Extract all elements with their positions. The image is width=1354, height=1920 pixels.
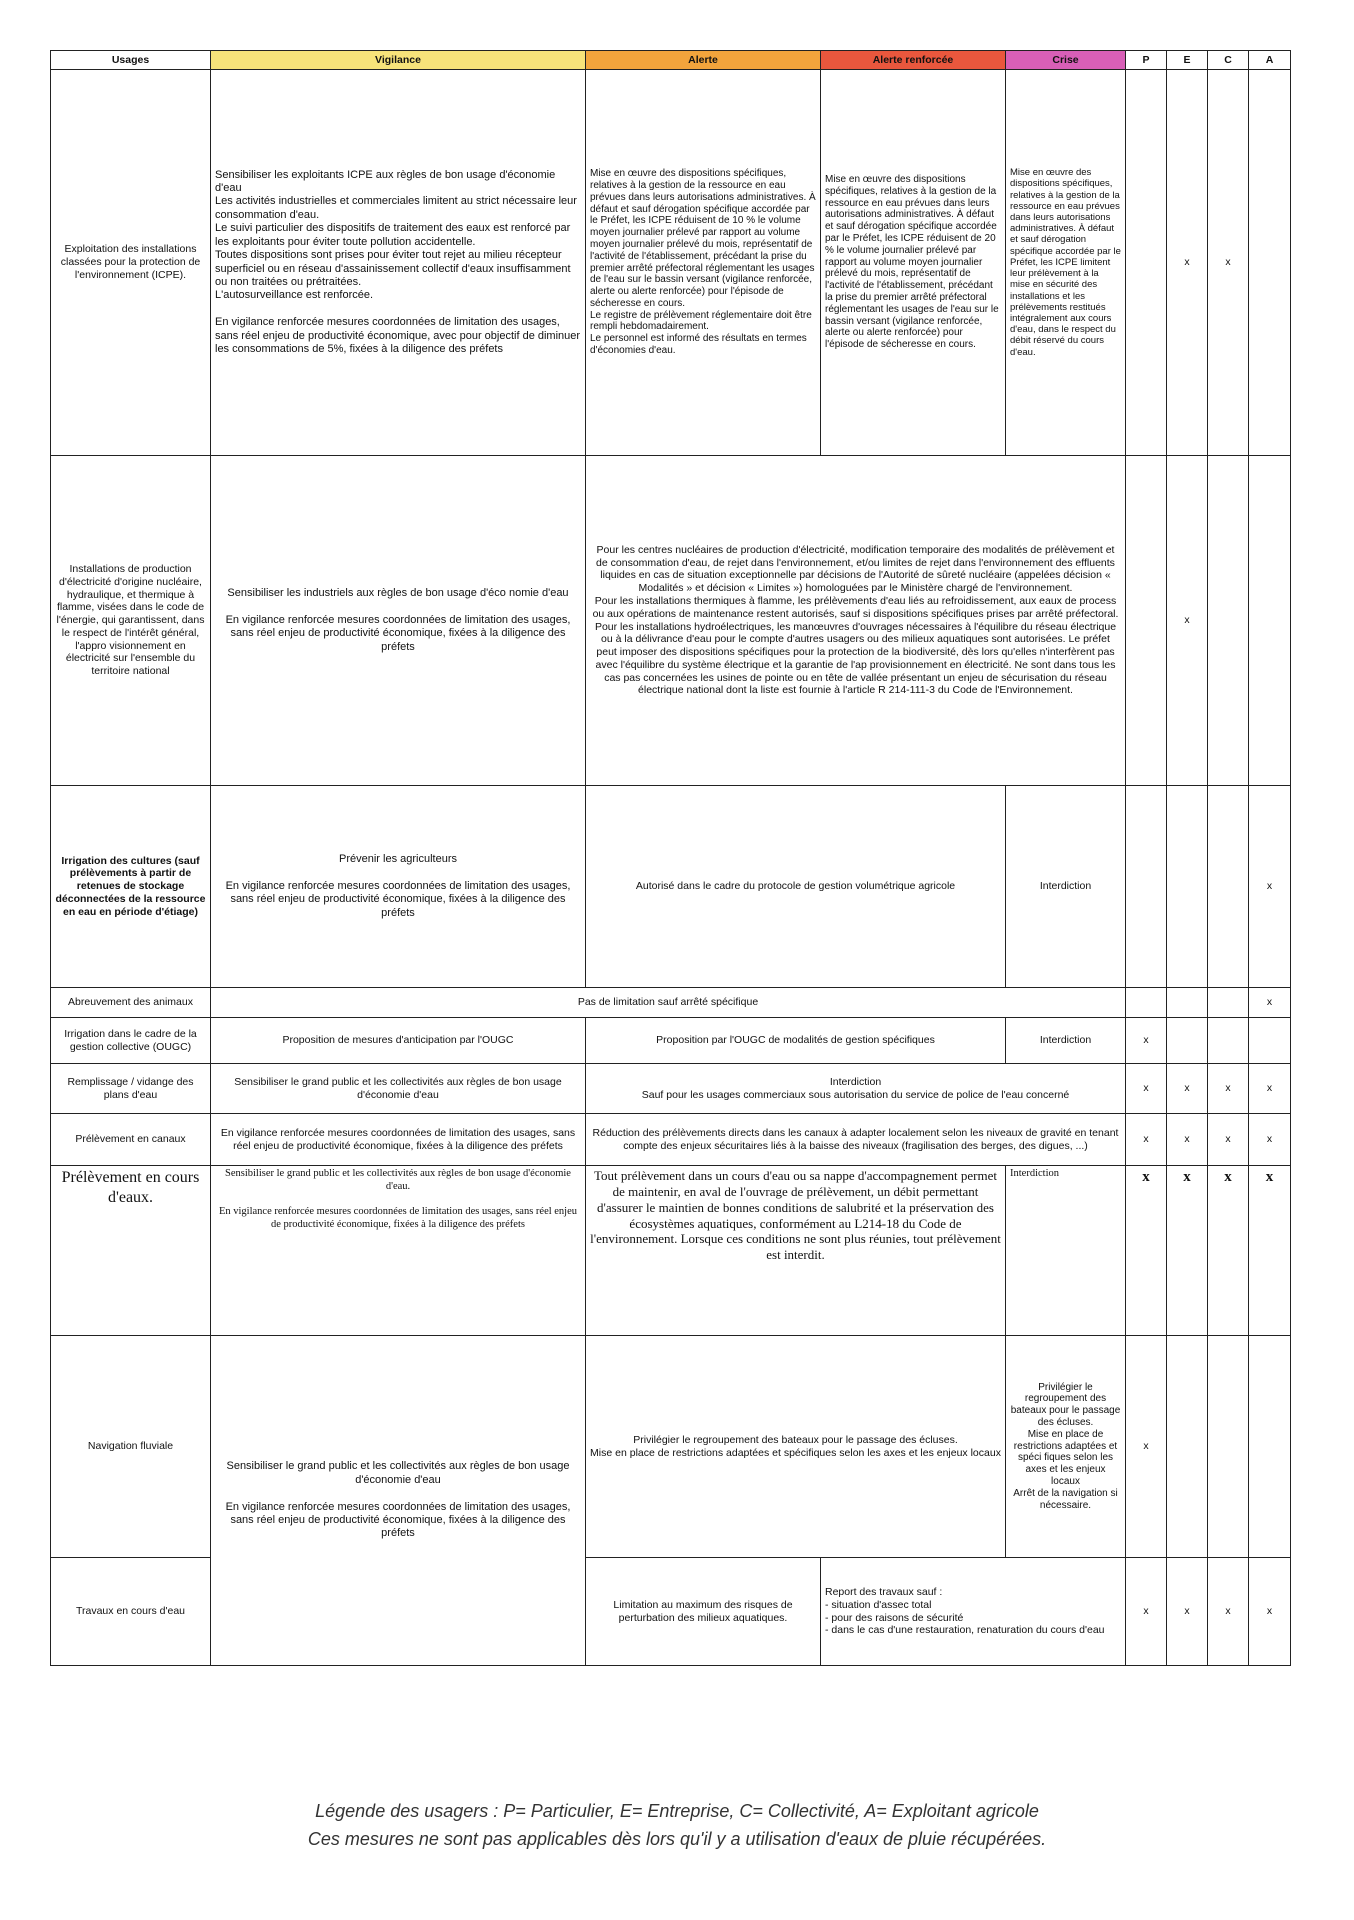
alerte-to-crise-cell: Pour les centres nucléaires de production d'électricité, modification temporaire des modalités de prélèvement et de consommation d'eau, de rejet dans l'environnement, et/ou limites de rejet dans l'environnement des effluents liquides en cas de situation exceptionnelle par décisions de l'Autorité de sûreté nucléaire (appelées décision « Modalités » et décision « Limites ») homologuées par le Ministère chargé de l'environnement. Pour les installations thermiques à flamme, les prélèvements d'eau liés au refroidissement, aux eaux de process ou aux opérations de maintenance restent autorisés, sauf si dispositions spécifiques prises par arrêté préfectoral. Pour les installations hydroélectriques, les manœuvres d'ouvrages nécessaires à l'équilibre du réseau électrique ou à la délivrance d'eau pour le compte d'autres usagers ou des milieux aquatiques sont autorisées. Le préfet peut imposer des dispositions spécifiques pour la protection de la biodiversité, dès lors qu'elles n'interfèrent pas avec l'équilibre du système électrique et la garantie de l'ap provisionnement en électricité. Ne sont dans tous les cas pas concernées les usines de pointe ou en tête de vallée présentant un enjeu de sécurisation du réseau électrique national dont la liste est fournie à l'article R 214-111-3 du Code de l'Environnement. [586, 456, 1126, 786]
usage-cell: Prélèvement en canaux [51, 1114, 211, 1166]
mark-c [1208, 988, 1249, 1018]
mark-c [1208, 786, 1249, 988]
alerte-cell: Mise en œuvre des dispositions spécifiques, relatives à la gestion de la ressource en eau prévues dans leurs autorisations administratives. À défaut et sauf dérogation spécifique accordée par le Préfet, les ICPE réduisent de 10 % le volume moyen journalier prélevé par rapport au volume moyen journalier prélevé du mois, représentatif de l'activité de l'établissement, précédant la prise du premier arrêté préfectoral réglementant les usages de l'eau sur le bassin versant (vigilance renforcée, alerte ou alerte renforcée) pour l'épisode de sécheresse en cours. Le registre de prélèvement réglementaire doit être rempli hebdomadairement. Le personnel est informé des résultats en termes d'économies d'eau. [586, 70, 821, 456]
mark-c: x [1208, 1114, 1249, 1166]
all-levels-cell: Pas de limitation sauf arrêté spécifique [211, 988, 1126, 1018]
usage-cell: Installations de production d'électricité d'origine nucléaire, hydraulique, et thermique à flamme, visées dans le code de l'énergie, qui garantissent, dans le respect de l'intérêt général, l'appro visionnement en électricité sur l'ensemble du territoire national [51, 456, 211, 786]
table-row [51, 1064, 1291, 1114]
header-alerte-renforcee: Alerte renforcée [821, 51, 1006, 70]
alerte-to-crise-cell: Réduction des prélèvements directs dans les canaux à adapter localement selon les niveaux de gravité en tenant compte des enjeux sécuritaires liés à la baisse des niveaux (fragilisation des berges, des digues, ...) [586, 1114, 1126, 1166]
usage-cell: Navigation fluviale [51, 1336, 211, 1558]
mark-p [1126, 988, 1167, 1018]
mark-c: x [1208, 1166, 1249, 1336]
mark-a [1249, 456, 1291, 786]
mark-e: x [1167, 456, 1208, 786]
mark-e [1167, 1336, 1208, 1558]
alerte-cell: Limitation au maximum des risques de perturbation des milieux aquatiques. [586, 1558, 821, 1666]
table-row [51, 786, 1291, 988]
alerte-renforcee-crise-cell: Report des travaux sauf : - situation d'assec total - pour des raisons de sécurité - dans le cas d'une restauration, renaturation du cours d'eau [821, 1558, 1126, 1666]
crise-cell: Mise en œuvre des dispositions spécifiques, relatives à la gestion de la ressource en eau prévues dans leurs autorisations administratives. À défaut et sauf dérogation spécifique accordée par le Préfet, les ICPE limitent leur prélèvement à la mise en sécurité des installations et les prélèvements restitués intégralement aux cours d'eau, dans le respect du débit réservé du cours d'eau. [1006, 70, 1126, 456]
mark-p: x [1126, 1336, 1167, 1558]
usage-cell: Irrigation dans le cadre de la gestion collective (OUGC) [51, 1018, 211, 1064]
usage-cell: Remplissage / vidange des plans d'eau [51, 1064, 211, 1114]
mark-e [1167, 988, 1208, 1018]
alerte-cell: Tout prélèvement dans un cours d'eau ou sa nappe d'accompagnement permet de maintenir, en aval de l'ouvrage de prélèvement, un débit permettant d'assurer le maintien de bonnes conditions de salubrité et la préservation des écosystèmes aquatiques, conformément au L214-18 du Code de l'environnement. Lorsque ces conditions ne sont plus réunies, tout prélèvement est interdit. [586, 1166, 1006, 1336]
alerte-to-crise-cell: Interdiction Sauf pour les usages commerciaux sous autorisation du service de police de l'eau concerné [586, 1064, 1126, 1114]
table-row [51, 1166, 1291, 1336]
mark-e: x [1167, 70, 1208, 456]
table-row [51, 988, 1291, 1018]
restrictions-table-sheet [50, 50, 1290, 1666]
vigilance-cell: Sensibiliser le grand public et les collectivités aux règles de bon usage d'économie d'eau. En vigilance renforcée mesures coordonnées de limitation des usages, sans réel enjeu de productivité économique, fixées à la diligence des préfets [211, 1166, 586, 1336]
header-alerte: Alerte [586, 51, 821, 70]
restrictions-table [50, 50, 1291, 1666]
mark-e: x [1167, 1064, 1208, 1114]
table-row [51, 70, 1291, 456]
mark-a: x [1249, 988, 1291, 1018]
header-c: C [1208, 51, 1249, 70]
header-e: E [1167, 51, 1208, 70]
header-p: P [1126, 51, 1167, 70]
mark-c [1208, 1336, 1249, 1558]
vigilance-cell: Proposition de mesures d'anticipation par l'OUGC [211, 1018, 586, 1064]
mark-a: x [1249, 786, 1291, 988]
header-a: A [1249, 51, 1291, 70]
mark-c: x [1208, 70, 1249, 456]
usage-cell: Travaux en cours d'eau [51, 1558, 211, 1666]
mark-e: x [1167, 1166, 1208, 1336]
mark-a [1249, 70, 1291, 456]
crise-cell: Privilégier le regroupement des bateaux pour le passage des écluses. Mise en place de restrictions adaptées et spéci fiques selon les axes et les enjeux locaux Arrêt de la navigation si nécessaire. [1006, 1336, 1126, 1558]
mark-p [1126, 70, 1167, 456]
crise-cell: Interdiction [1006, 786, 1126, 988]
usage-cell: Abreuvement des animaux [51, 988, 211, 1018]
mark-e: x [1167, 1114, 1208, 1166]
vigilance-cell: Sensibiliser le grand public et les collectivités aux règles de bon usage d'économie d'eau [211, 1064, 586, 1114]
mark-c [1208, 1018, 1249, 1064]
usage-cell: Irrigation des cultures (sauf prélèvements à partir de retenues de stockage déconnectées de la ressource en eau en période d'étiage) [51, 786, 211, 988]
mark-p: x [1126, 1166, 1167, 1336]
header-vigilance: Vigilance [211, 51, 586, 70]
mark-a: x [1249, 1558, 1291, 1666]
table-header-row [51, 51, 1291, 70]
legend-eaux-pluie: Ces mesures ne sont pas applicables dès lors qu'il y a utilisation d'eaux de pluie récupérées. [307, 1829, 1047, 1849]
vigilance-cell: Sensibiliser les industriels aux règles de bon usage d'éco nomie d'eau En vigilance renforcée mesures coordonnées de limitation des usages, sans réel enjeu de productivité économique, fixées à la diligence des préfets [211, 456, 586, 786]
table-row [51, 456, 1291, 786]
usage-cell: Prélèvement en cours d'eaux. [51, 1166, 211, 1336]
mark-a: x [1249, 1166, 1291, 1336]
mark-p [1126, 786, 1167, 988]
crise-cell: Interdiction [1006, 1018, 1126, 1064]
mark-e [1167, 786, 1208, 988]
mark-p: x [1126, 1018, 1167, 1064]
mark-e: x [1167, 1558, 1208, 1666]
vigilance-cell: En vigilance renforcée mesures coordonnées de limitation des usages, sans réel enjeu de productivité économique, fixées à la diligence des préfets [211, 1114, 586, 1166]
vigilance-cell: Sensibiliser les exploitants ICPE aux règles de bon usage d'économie d'eau Les activités industrielles et commerciales limitent au strict nécessaire leur consommation d'eau. Le suivi particulier des dispositifs de traitement des eaux est renforcé par les exploitants pour éviter toute pollution accidentelle. Toutes dispositions sont prises pour éviter tout rejet au milieu récepteur superficiel ou en réseau d'assainissement collectif d'eaux insuffisamment ou non traitées ou prétraitées. L'autosurveillance est renforcée. En vigilance renforcée mesures coordonnées de limitation des usages, sans réel enjeu de productivité économique, avec pour objectif de diminuer les consommations de 5%, fixées à la diligence des préfets [211, 70, 586, 456]
mark-c: x [1208, 1064, 1249, 1114]
mark-c: x [1208, 1558, 1249, 1666]
legend-usagers: Légende des usagers : P= Particulier, E= Entreprise, C= Collectivité, A= Exploitant agricole [315, 1801, 1039, 1821]
alerte-renforcee-cell: Mise en œuvre des dispositions spécifiques, relatives à la gestion de la ressource en eau prévues dans leurs autorisations administratives. À défaut et sauf dérogation spécifique accordée par le Préfet, les ICPE réduisent de 20 % le volume journalier prélevé par rapport au volume moyen journalier prélevé du mois, représentatif de l'activité de l'établissement, précédant la prise du premier arrêté préfectoral réglementant les usages de l'eau sur le bassin versant (vigilance renforcée, alerte ou alerte renforcée) pour l'épisode de sécheresse en cours. [821, 70, 1006, 456]
mark-p: x [1126, 1114, 1167, 1166]
vigilance-cell: Prévenir les agriculteurs En vigilance renforcée mesures coordonnées de limitation des usages, sans réel enjeu de productivité économique, fixées à la diligence des préfets [211, 786, 586, 988]
table-row [51, 1336, 1291, 1558]
mark-a [1249, 1018, 1291, 1064]
mark-e [1167, 1018, 1208, 1064]
alerte-cell: Privilégier le regroupement des bateaux pour le passage des écluses. Mise en place de restrictions adaptées et spécifiques selon les axes et les enjeux locaux [586, 1336, 1006, 1558]
header-usages: Usages [51, 51, 211, 70]
mark-p [1126, 456, 1167, 786]
mark-a [1249, 1336, 1291, 1558]
usage-cell: Exploitation des installations classées pour la protection de l'environnement (ICPE). [51, 70, 211, 456]
mark-p: x [1126, 1064, 1167, 1114]
mark-a: x [1249, 1064, 1291, 1114]
vigilance-cell: Sensibiliser le grand public et les collectivités aux règles de bon usage d'économie d'eau En vigilance renforcée mesures coordonnées de limitation des usages, sans réel enjeu de productivité économique, fixées à la diligence des préfets [211, 1336, 586, 1666]
mark-c [1208, 456, 1249, 786]
table-row [51, 1018, 1291, 1064]
crise-cell: Interdiction [1006, 1166, 1126, 1336]
alerte-cell: Autorisé dans le cadre du protocole de gestion volumétrique agricole [586, 786, 1006, 988]
table-row [51, 1114, 1291, 1166]
mark-a: x [1249, 1114, 1291, 1166]
mark-p: x [1126, 1558, 1167, 1666]
header-crise: Crise [1006, 51, 1126, 70]
alerte-cell: Proposition par l'OUGC de modalités de gestion spécifiques [586, 1018, 1006, 1064]
